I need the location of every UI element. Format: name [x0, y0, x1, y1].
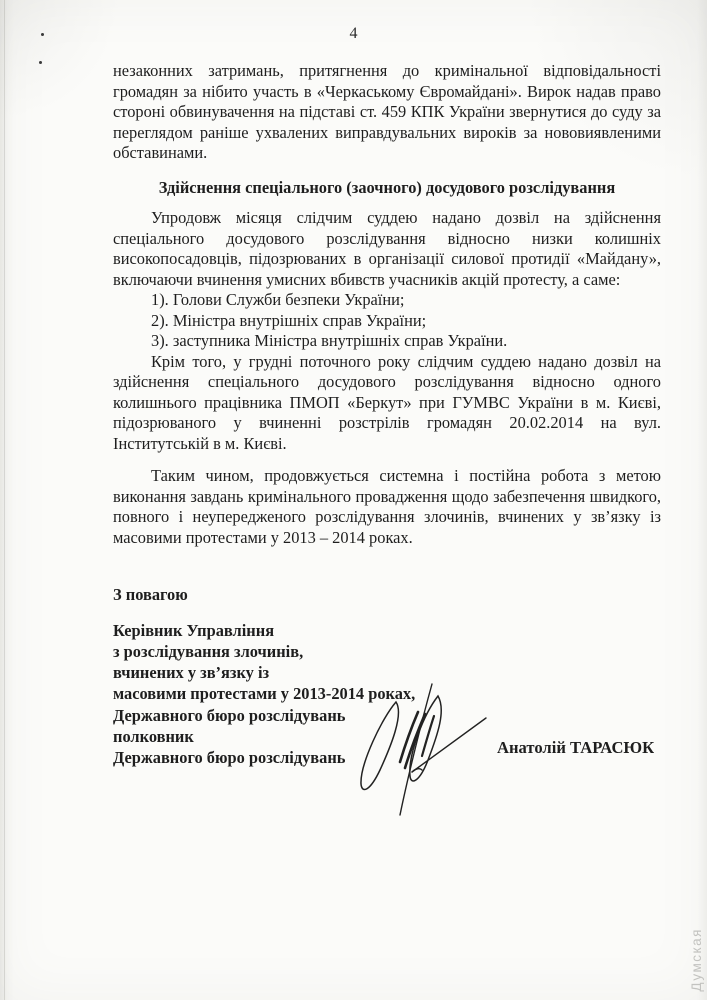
- numbered-list: [113, 290, 661, 352]
- paragraph: Крім того, у грудні поточного року слідчим суддею надано дозвіл на здійснення спеціального досудового розслідування відносно одного колишнього працівника ПМОП «Беркут» при ГУМВС України в м. Києві, підозрюваного у вчиненні розстрілів громадян 20.02.2014 на вул. Інститутській в м. Києві.: [113, 351, 661, 453]
- paragraph: Упродовж місяця слідчим суддею надано дозвіл на здійснення спеціального досудового розслідування відносно низки колишніх високопосадовців, підозрюваних в організації силової протидії «Майдану», включаючи вчинення умисних вбивств учасників акцій протесту, а саме:: [113, 208, 661, 289]
- list-item: 3). заступника Міністра внутрішніх справ України.: [151, 331, 508, 350]
- signature-title-line: з розслідування злочинів,: [113, 641, 304, 661]
- closing-salutation: З повагою: [113, 585, 188, 604]
- list-item: 1). Голови Служби безпеки України;: [151, 290, 405, 309]
- signature-title-line: вчинених у зв’язку із: [113, 663, 270, 683]
- paragraph-continued: незаконних затримань, притягнення до кримінальної відповідальності громадян за нібито участь в «Черкаському Євромайдані». Вирок надав право стороні обвинувачення на підставі ст. 459 КПК України звернутися до суду за переглядом раніше ухвалених виправдувальних вироків за нововиявленими обставинами.: [113, 61, 661, 162]
- signature-title-line: полковник: [113, 726, 194, 746]
- scan-speck: [41, 33, 44, 36]
- signature-title-line: Державного бюро розслідувань: [113, 748, 346, 768]
- scan-speck: [39, 61, 42, 64]
- handwritten-signature: [350, 680, 492, 825]
- signature-title-line: Державного бюро розслідувань: [113, 705, 346, 725]
- paragraph: Таким чином, продовжується системна і постійна робота з метою виконання завдань кримінального провадження щодо забезпечення швидкого, повного і неупередженого розслідування злочинів, вчинених у зв’язку із масовими протестами у 2013 – 2014 роках.: [113, 466, 661, 547]
- watermark: Думская: [689, 928, 704, 992]
- page-number: 4: [349, 25, 358, 42]
- document-body: [113, 61, 661, 769]
- list-item: 2). Міністра внутрішніх справ України;: [151, 310, 427, 330]
- signature-title-line: масовими протестами у 2013-2014 роках,: [113, 684, 416, 704]
- section-heading: Здійснення спеціального (заочного) досудового розслідування: [158, 177, 616, 197]
- signer-name: Анатолій ТАРАСЮК: [497, 738, 655, 757]
- signature-title-line: Керівник Управління: [113, 620, 275, 640]
